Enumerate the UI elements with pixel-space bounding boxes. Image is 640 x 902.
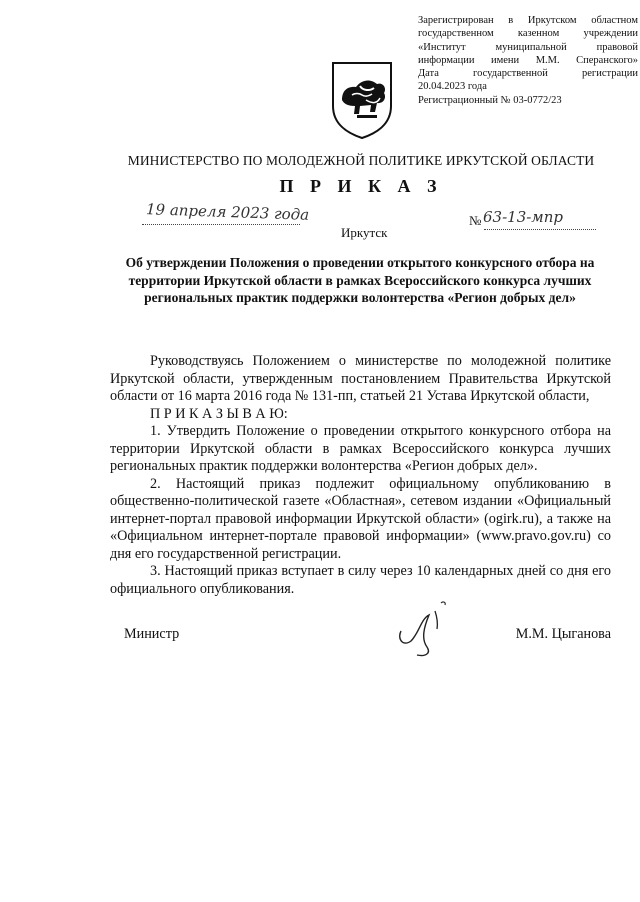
document-title: Об утверждении Положения о проведении открытого конкурсного отбора на территории Иркутской области в рамках Всероссийского конкурса лучших региональных практик поддержки волонтерства «Регион добрых дел» (125, 255, 595, 305)
document-body (110, 353, 611, 598)
registration-line: «Институт муниципальной правовой (418, 41, 638, 53)
signer-position: Министр (124, 626, 180, 642)
signature-row (124, 626, 611, 643)
preamble: Руководствуясь Положением о министерстве по молодежной политике Иркутской области, утвержденным постановлением Правительства Иркутской области от 16 марта 2016 года № 131-пп, статьей 21 Устава Иркутской области, (110, 353, 611, 404)
registration-date: 20.04.2023 года (418, 81, 487, 93)
number-label: № (469, 213, 482, 228)
irkutsk-emblem-icon (330, 60, 394, 140)
registration-stamp (418, 14, 638, 107)
registration-line: Дата государственной регистрации (418, 68, 638, 80)
signer-name: М.М. Цыганова (515, 626, 611, 642)
handwritten-date: 19 апреля 2023 года (145, 200, 310, 224)
order-word: П Р И К А З Ы В А Ю: (150, 405, 288, 422)
registration-line: Зарегистрирован в Иркутском областном (418, 15, 638, 26)
number-underline (484, 229, 596, 230)
document-type: П Р И К А З (279, 176, 443, 196)
handwritten-number: 63-13-мпр (483, 208, 564, 226)
order-item: 3. Настоящий приказ вступает в силу через 10 календарных дней со дня его официального опубликования. (110, 563, 611, 597)
registration-number: Регистрационный № 03-0772/23 (418, 94, 562, 106)
ministry-name: МИНИСТЕРСТВО ПО МОЛОДЕЖНОЙ ПОЛИТИКЕ ИРКУТСКОЙ ОБЛАСТИ (127, 153, 595, 168)
city: Иркутск (341, 225, 388, 240)
date-underline (142, 224, 300, 225)
order-item: 1. Утвердить Положение о проведении открытого конкурсного отбора на территории Иркутской области в рамках Всероссийского конкурса лучших региональных практик поддержки волонтерства «Регион добрых дел». (110, 423, 611, 474)
registration-line: государственном казенном учреждении (418, 28, 638, 40)
registration-line: информации имени М.М. Сперанского» (418, 54, 638, 66)
order-item: 2. Настоящий приказ подлежит официальному опубликованию в общественно-политической газете «Областная», сетевом издании «Официальный интернет-портал правовой информации Иркутской области» (ogirk.ru), а также на «Официальном интернет-портале правовой информации» (www.pravo.gov.ru) со дня его государственной регистрации. (110, 475, 611, 562)
